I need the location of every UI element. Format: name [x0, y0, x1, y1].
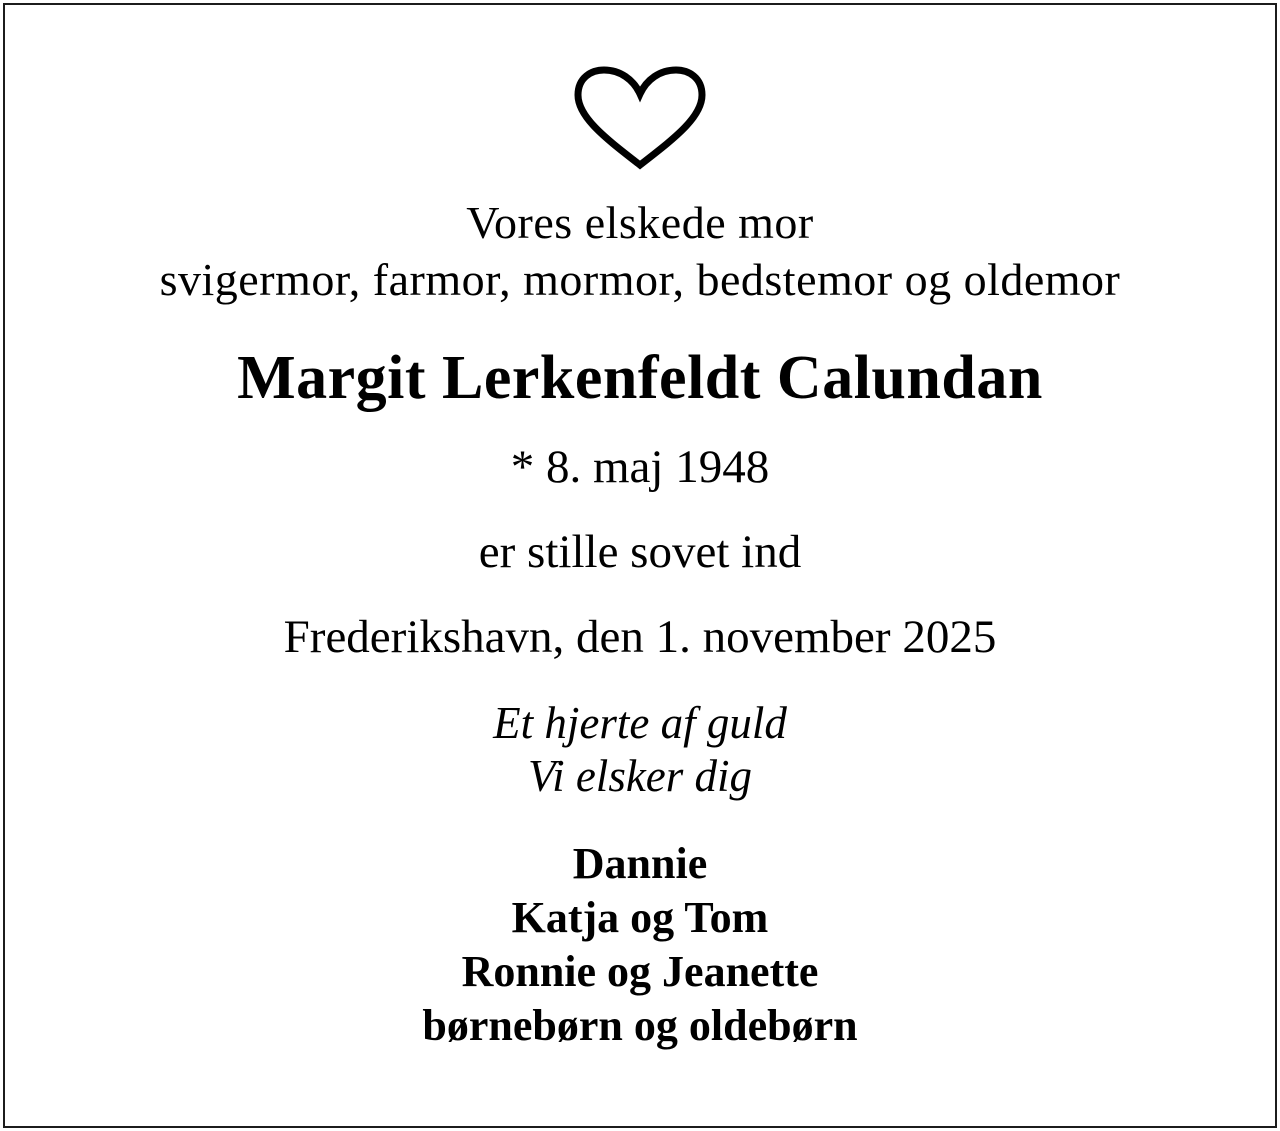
mourner-line: børnebørn og oldebørn — [422, 1001, 858, 1050]
place-and-date: Frederikshavn, den 1. november 2025 — [283, 611, 997, 663]
intro-line-1: Vores elskede mor — [466, 197, 814, 248]
heart-icon — [570, 66, 710, 170]
verse-line-2: Vi elsker dig — [527, 751, 753, 801]
deceased-name: Margit Lerkenfeldt Calundan — [237, 344, 1043, 412]
mourner-line: Ronnie og Jeanette — [461, 947, 819, 996]
mourner-line: Dannie — [572, 839, 708, 888]
memorial-verse — [0, 697, 1280, 803]
verse-line-1: Et hjerte af guld — [493, 698, 787, 748]
birth-date-line: * 8. maj 1948 — [510, 441, 770, 493]
mourners-list — [0, 837, 1280, 1053]
intro-line-2: svigermor, farmor, mormor, bedstemor og oldemor — [159, 254, 1121, 305]
death-phrase: er stille sovet ind — [478, 526, 802, 578]
mourner-line: Katja og Tom — [511, 893, 769, 942]
